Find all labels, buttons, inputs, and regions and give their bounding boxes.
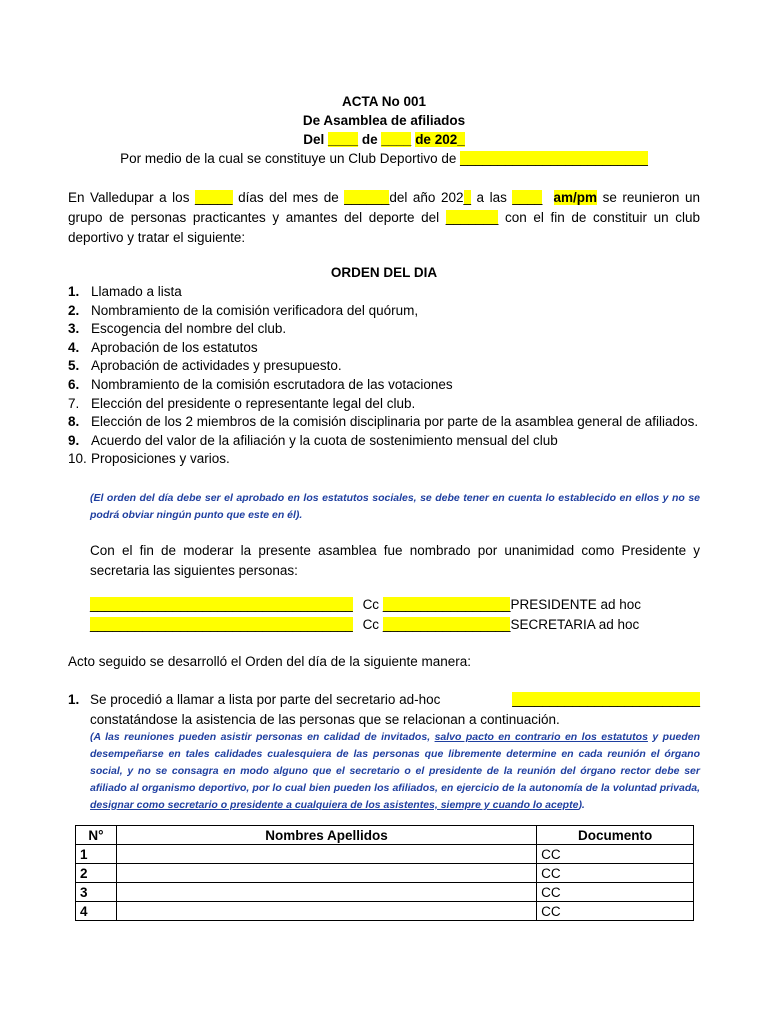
- table-row: [76, 845, 694, 864]
- row-number: 3: [76, 883, 117, 902]
- step1-note-part-b: y pueden desempeñarse en tales calidades cualesquiera de las personas que libremente determine en cada reunión el órgano social, y no se consagra en modo alguno que el secretario o el presidente de la reunión del órgano rector debe ser afiliado al organismo deportivo, por lo cual bien pueden los afiliados, en ejercicio de la autonomía de la voluntad privada,: [90, 731, 700, 794]
- header-number: N°: [76, 826, 117, 845]
- presidente-name-blank[interactable]: ___________________________________: [90, 597, 353, 612]
- step1-text-a: Se procedió a llamar a lista por parte del secretario ad-hoc: [90, 692, 441, 707]
- step1-text-b: constatándose la asistencia de las personas que se relacionan a continuación.: [90, 712, 560, 727]
- orden-list: [68, 283, 700, 469]
- orden-item-text: Acuerdo del valor de la afiliación y la cuota de sostenimiento mensual del club: [91, 432, 558, 448]
- row-name-cell[interactable]: [116, 864, 536, 883]
- table-row: [76, 902, 694, 921]
- secretaria-name-blank[interactable]: ___________________________________: [90, 617, 353, 632]
- row-number: 4: [76, 902, 117, 921]
- presidente-cc-blank[interactable]: _________________: [382, 597, 511, 612]
- blank-day[interactable]: _____: [194, 190, 233, 205]
- row-document-cell[interactable]: CC: [537, 864, 694, 883]
- intro-text-3: del año 202: [389, 190, 464, 205]
- purpose-line: [0, 151, 768, 166]
- row-name-cell[interactable]: [116, 883, 536, 902]
- intro-paragraph: [68, 188, 700, 248]
- intro-text-2: días del mes de: [232, 190, 345, 205]
- row-document-cell[interactable]: CC: [537, 883, 694, 902]
- orden-item-number: 3.: [68, 321, 80, 337]
- orden-item-text: Nombramiento de la comisión escrutadora de las votaciones: [91, 376, 453, 392]
- orden-item: [68, 339, 700, 358]
- date-year[interactable]: de 202_: [415, 132, 465, 147]
- presidente-role: PRESIDENTE ad hoc: [510, 597, 642, 612]
- orden-item-number: 1.: [68, 284, 80, 299]
- orden-item-number: 6.: [68, 376, 80, 392]
- orden-item-text: Llamado a lista: [91, 284, 182, 299]
- row-number: 1: [76, 845, 117, 864]
- orden-item-text: Nombramiento de la comisión verificadora del quórum,: [91, 302, 419, 318]
- step1-note-part-a: (A las reuniones pueden asistir personas en calidad de invitados,: [90, 731, 435, 743]
- step1-secretario-blank[interactable]: _________________________: [512, 692, 700, 707]
- blank-year[interactable]: _: [463, 190, 472, 205]
- intro-text-4: a las: [471, 190, 513, 205]
- table-row: [76, 864, 694, 883]
- orden-item-text: Proposiciones y varios.: [91, 451, 230, 467]
- orden-note: (El orden del día debe ser el aprobado en los estatutos sociales, se debe tener en cuenta lo establecido en ellos y no se podrá obviar ningún punto que este en él).: [90, 492, 700, 521]
- orden-item-number: 8.: [68, 414, 80, 430]
- orden-item: [68, 357, 700, 376]
- orden-item: [68, 395, 700, 414]
- presidente-line: [90, 597, 641, 612]
- secretaria-line: [90, 617, 639, 632]
- step1-line-a: [90, 692, 700, 707]
- attendance-table: [75, 825, 694, 921]
- moderar-paragraph: Con el fin de moderar la presente asamblea fue nombrado por unanimidad como Presidente y secretaria las siguientes personas:: [90, 543, 700, 578]
- step1-note-part-c: ).: [578, 799, 585, 811]
- row-document-cell[interactable]: CC: [537, 902, 694, 921]
- orden-item: [68, 413, 700, 432]
- orden-item-text: Elección de los 2 miembros de la comisión disciplinaria por parte de la asamblea general de afiliados.: [91, 414, 699, 430]
- blank-hour[interactable]: ____: [512, 190, 543, 205]
- orden-item: [68, 283, 700, 302]
- secretaria-role: SECRETARIA ad hoc: [510, 617, 640, 632]
- blank-sport[interactable]: _______: [445, 210, 499, 225]
- orden-item: [68, 320, 700, 339]
- blank-month[interactable]: ______: [344, 190, 390, 205]
- step1-number: 1.: [68, 692, 80, 707]
- presidente-cc-label: Cc: [362, 597, 380, 612]
- orden-heading: ORDEN DEL DIA: [330, 265, 438, 280]
- step1-note-underline-1: salvo pacto en contrario en los estatutos: [434, 731, 648, 743]
- header-document: Documento: [537, 826, 694, 845]
- intro-text-6: con el fin de constituir un club deportivo y tratar el siguiente:: [68, 210, 700, 245]
- acto-text: Acto seguido se desarrolló el Orden del día de la siguiente manera:: [68, 654, 471, 669]
- orden-item: [68, 450, 700, 469]
- step1-note-underline-2: designar como secretario o presidente a cualquiera de los asistentes, siempre y cuando lo acepte: [90, 799, 579, 811]
- table-row: [76, 883, 694, 902]
- row-number: 2: [76, 864, 117, 883]
- document-subtitle: De Asamblea de afiliados: [302, 113, 466, 128]
- row-name-cell[interactable]: [116, 845, 536, 864]
- intro-text-1: En Valledupar a los: [68, 190, 195, 205]
- date-blank-month[interactable]: ____: [381, 132, 412, 147]
- header-names: Nombres Apellidos: [116, 826, 536, 845]
- date-blank-day[interactable]: ____: [328, 132, 359, 147]
- orden-item: [68, 432, 700, 451]
- orden-item-text: Aprobación de actividades y presupuesto.: [91, 358, 342, 374]
- purpose-text: Por medio de la cual se constituye un Club Deportivo de: [120, 151, 457, 166]
- orden-item-number: 10.: [68, 451, 87, 467]
- secretaria-cc-label: Cc: [362, 617, 380, 632]
- date-line: [0, 132, 768, 147]
- orden-item-number: 9.: [68, 432, 80, 448]
- orden-item-text: Aprobación de los estatutos: [91, 339, 258, 355]
- orden-item-number: 2.: [68, 302, 80, 318]
- orden-item-number: 7.: [68, 395, 80, 411]
- date-mid: de: [361, 132, 378, 147]
- orden-item-number: 4.: [68, 339, 80, 355]
- document-title: ACTA No 001: [341, 94, 426, 109]
- orden-item-number: 5.: [68, 358, 80, 374]
- orden-item-text: Elección del presidente o representante legal del club.: [91, 395, 416, 411]
- orden-item: [68, 302, 700, 321]
- orden-item-text: Escogencia del nombre del club.: [91, 321, 287, 337]
- orden-item: [68, 376, 700, 395]
- row-document-cell[interactable]: CC: [537, 845, 694, 864]
- secretaria-cc-blank[interactable]: _________________: [382, 617, 511, 632]
- date-prefix: Del: [303, 132, 325, 147]
- am-pm-field[interactable]: am/pm: [553, 190, 598, 205]
- step1-note: [90, 729, 700, 814]
- table-header-row: [76, 826, 694, 845]
- purpose-blank[interactable]: _________________________: [460, 151, 648, 166]
- row-name-cell[interactable]: [116, 902, 536, 921]
- intro-text-5: se reunieron un grupo de personas practicantes y amantes del deporte del: [68, 190, 700, 225]
